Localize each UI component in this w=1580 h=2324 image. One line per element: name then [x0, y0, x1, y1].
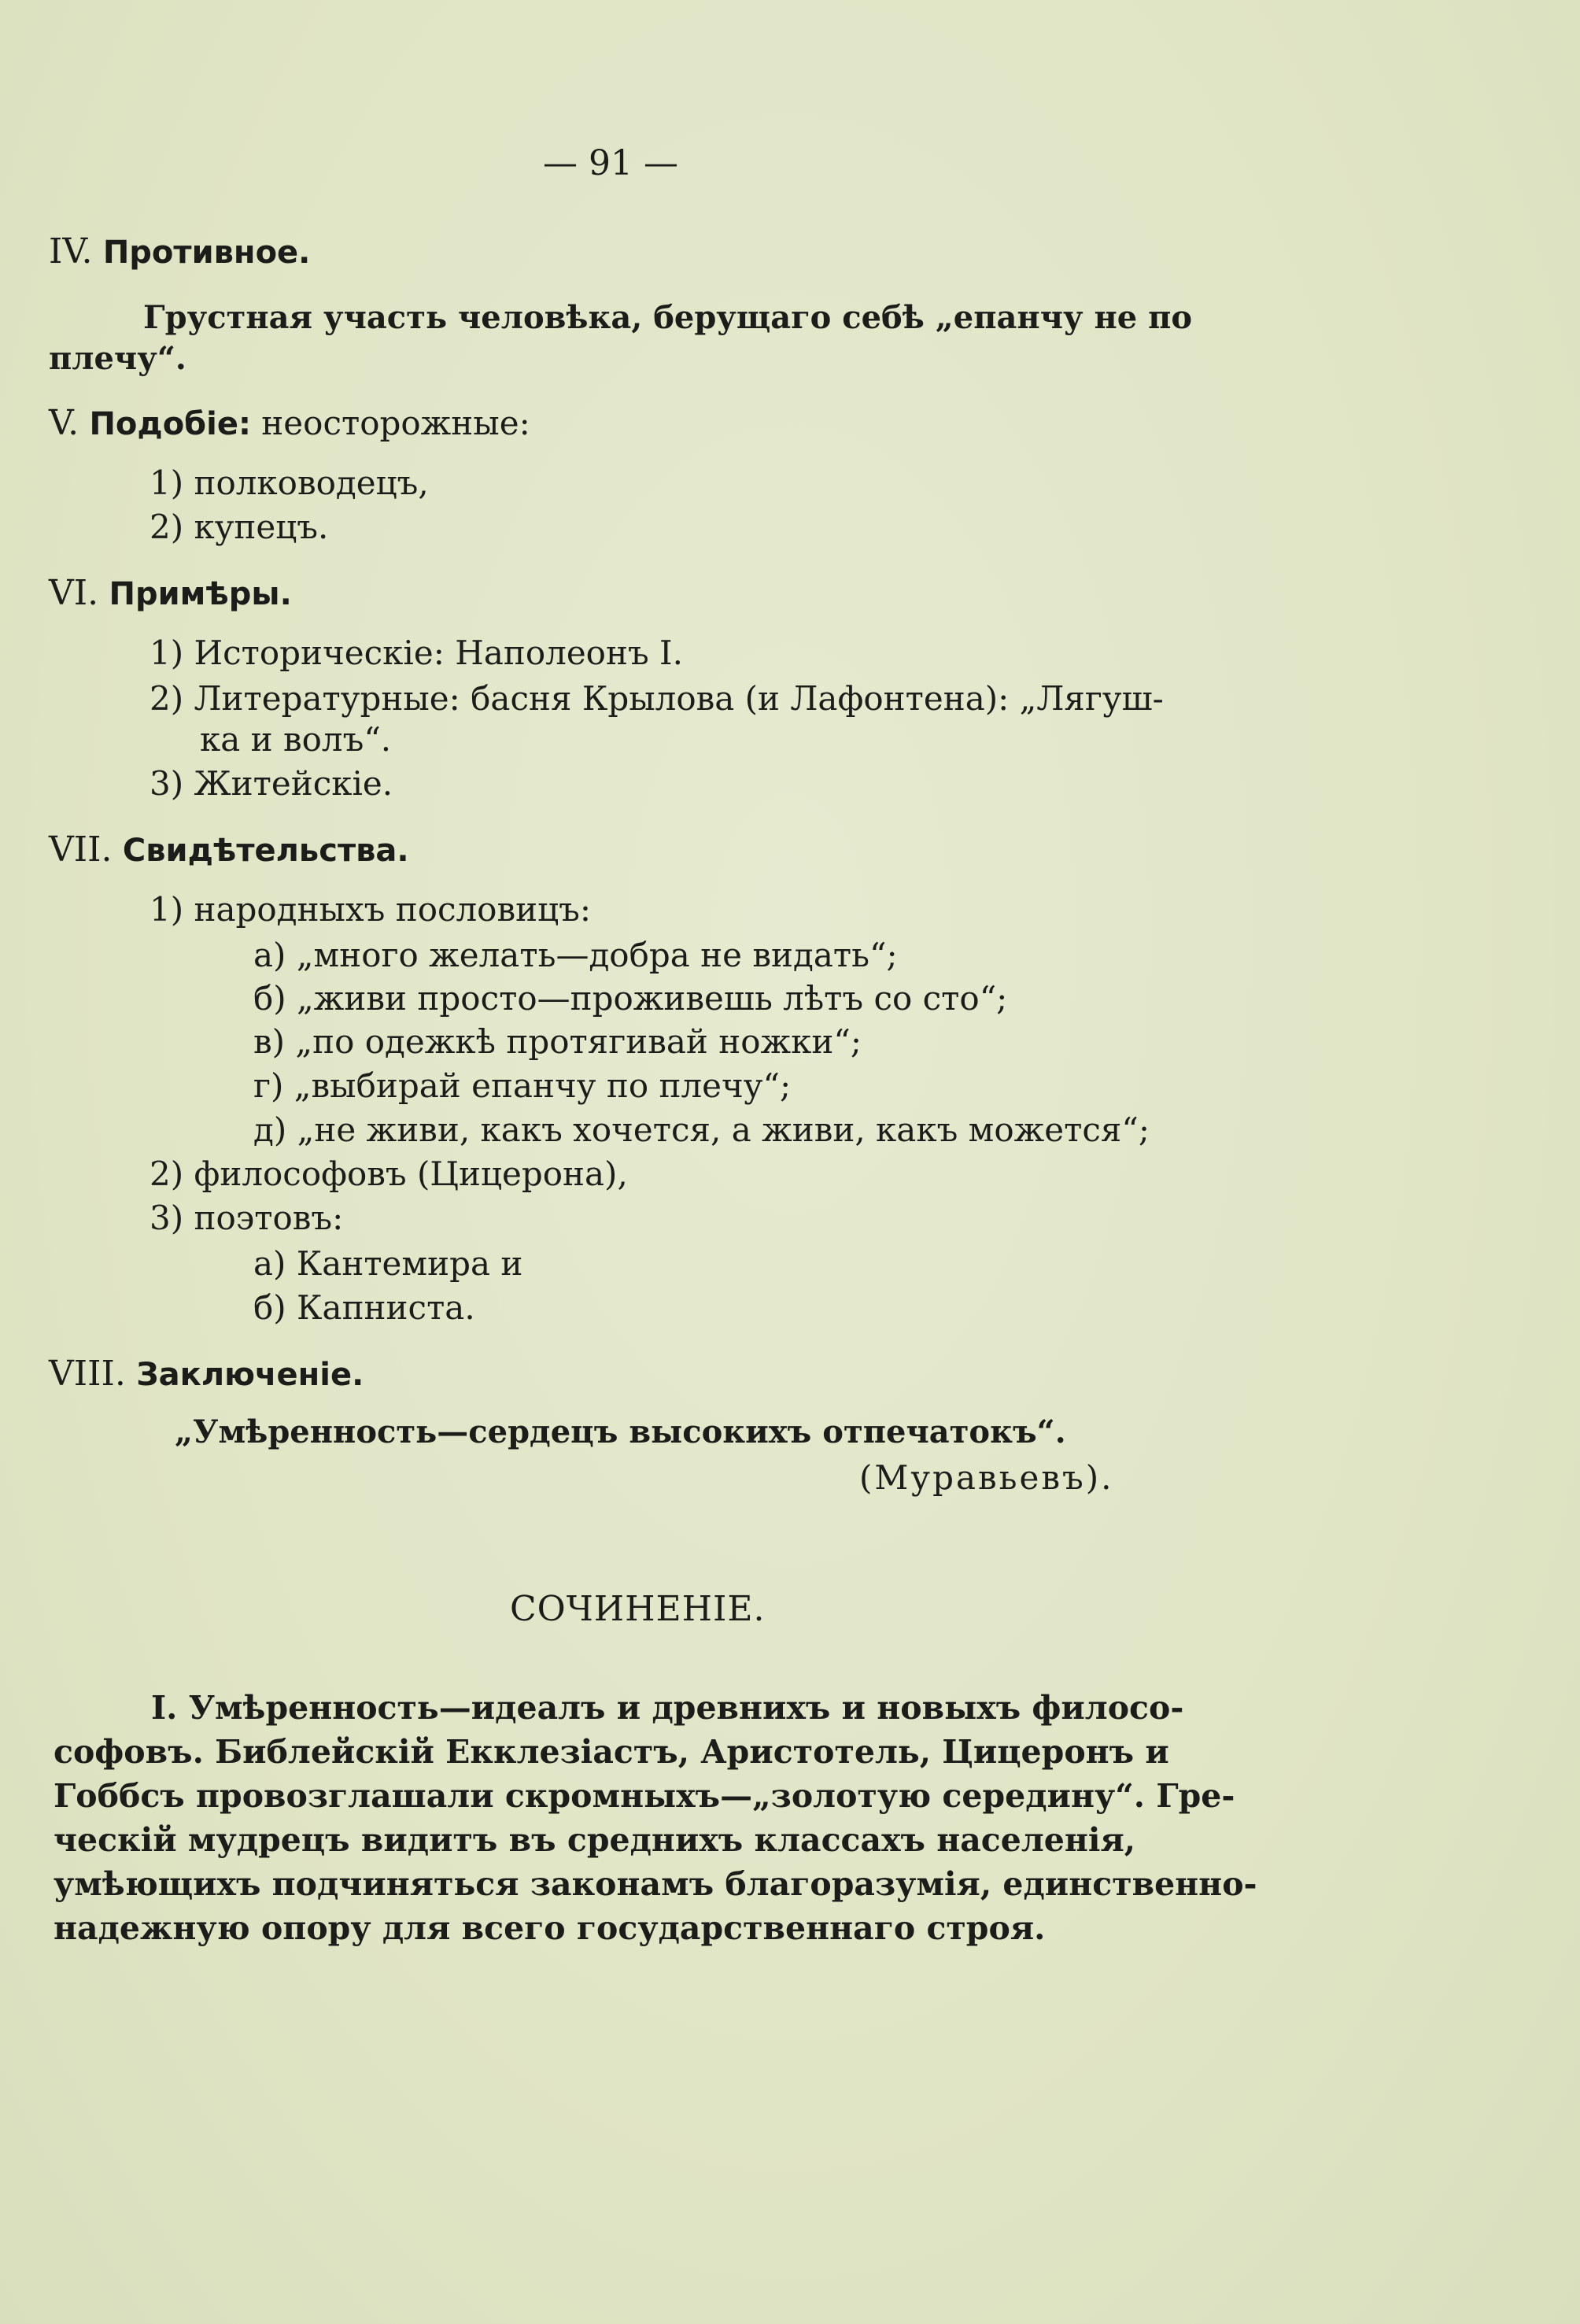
section-vii-proverb-b: б) „живи просто—проживешь лѣтъ со сто“; [253, 979, 1008, 1018]
section-vii-poet-a: а) Кантемира и [253, 1244, 523, 1283]
section-vii-proverb-c: в) „по одежкѣ протягивай ножки“; [253, 1022, 862, 1061]
section-v-item-2: 2) купецъ. [150, 508, 329, 546]
section-vi-title: Примѣры. [109, 576, 292, 612]
essay-line-2: софовъ. Библейскій Екклезіастъ, Аристотель, Цицеронъ и [54, 1733, 1169, 1771]
section-v-title: Подобіе: [89, 406, 251, 442]
section-iv-title: Противное. [102, 235, 311, 271]
section-vi-heading [49, 573, 292, 615]
essay-line-3: Гоббсъ провозглашали скромныхъ—„золотую середину“. Гре- [54, 1777, 1235, 1815]
section-vii-item-1: 1) народныхъ пословицъ: [150, 890, 591, 929]
essay-line-5: умѣющихъ подчиняться законамъ благоразумія, единственно- [54, 1865, 1257, 1903]
section-vi-number: VI. [49, 573, 99, 613]
section-vii-proverb-e: д) „не живи, какъ хочется, а живи, какъ можется“; [253, 1110, 1150, 1149]
section-viii-quote: „Умѣренность—сердецъ высокихъ отпечатокъ“. [175, 1413, 1066, 1450]
section-vii-title: Свидѣтельства. [122, 833, 409, 869]
section-vii-proverb-d: г) „выбирай епанчу по плечу“; [253, 1066, 792, 1105]
section-iv-heading [49, 231, 310, 273]
section-vii-number: VII. [49, 829, 113, 870]
section-iv-line1: Грустная участь человѣка, берущаго себѣ „епанчу не по [143, 299, 1193, 336]
section-viii-title: Заключеніе. [136, 1357, 364, 1393]
section-vii-heading [49, 829, 409, 871]
section-vii-proverb-a: а) „много желать—добра не видать“; [253, 936, 898, 974]
section-iv-number: IV. [49, 231, 93, 272]
section-v-number: V. [49, 403, 79, 443]
essay-line-4: ческій мудрецъ видитъ въ среднихъ классахъ населенія, [54, 1821, 1136, 1859]
section-vii-poet-b: б) Капниста. [253, 1288, 475, 1327]
section-v-rest: неосторожные: [250, 404, 530, 442]
section-vii-item-3: 3) поэтовъ: [150, 1199, 344, 1237]
section-v-item-1: 1) полководецъ, [150, 464, 429, 502]
essay-line-6: надежную опору для всего государственнаго строя. [54, 1909, 1046, 1947]
section-vi-item-2: 2) Литературные: басня Крылова (и Лафонтена): „Лягуш- [150, 679, 1164, 718]
section-viii-heading [49, 1354, 364, 1395]
section-v-heading [49, 403, 530, 445]
section-vi-item-1: 1) Историческіе: Наполеонъ I. [150, 634, 683, 672]
section-iv-line2: плечу“. [49, 340, 186, 377]
section-vi-item-2-cont: ка и волъ“. [200, 720, 392, 759]
essay-title: СОЧИНЕНІЕ. [510, 1589, 766, 1629]
section-viii-number: VIII. [49, 1354, 126, 1394]
section-viii-author: (Муравьевъ). [859, 1458, 1114, 1497]
section-vii-item-2: 2) философовъ (Цицерона), [150, 1155, 628, 1193]
section-vi-item-3: 3) Житейскіе. [150, 764, 393, 803]
page-number: — 91 — [543, 143, 678, 183]
essay-line-1: I. Умѣренность—идеалъ и древнихъ и новыхъ филосо- [151, 1689, 1184, 1727]
